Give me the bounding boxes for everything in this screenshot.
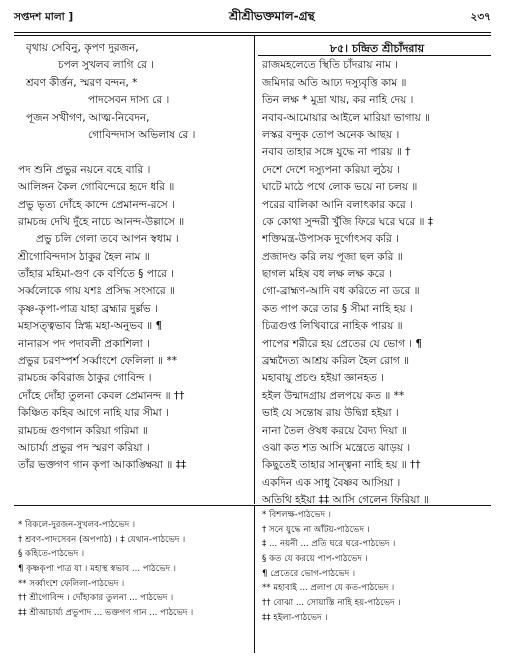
right-line-19: হইল উন্মাদগ্রায় প্রলপয়ে কত ॥ ** [262, 389, 405, 402]
left-footnote-6: ‡‡ শ্রীআচার্য্য প্রভুপাদ ... ভক্তগণ গান ... পাঠভেদ । [18, 608, 194, 619]
right-footnote-0: * বিশলক্ষ-পাঠভেদ । [262, 510, 331, 520]
left-footnote-1: † শ্রবণ-পাদসেবন (অপপাঠ) । ‡ যেথান-পাঠভেদ । [18, 534, 186, 545]
left-line-8: আলিঙ্গন কৈল গোবিন্দেরে হৃদে ধরি ॥ [18, 181, 175, 194]
left-line-0: বৃথায় সেবিনু, কৃপণ দুরজন, [26, 42, 139, 54]
right-line-23: কিছুতেই তাহার সান্ত্বনা নাহি হয় ॥ †† [262, 459, 421, 472]
left-column [18, 40, 248, 475]
left-line-20: দোঁহে দোঁহা তুলনা কেবল প্রেমানন্দ ॥ †† [18, 389, 185, 402]
right-footnote-5: ** মহাবাই ... প্রলাপ যে কত-পাঠভেদ । [262, 583, 395, 594]
right-line-9: কে কোথা সুন্দরী খুঁজি ফিরে ঘরে ঘরে ॥ ‡ [262, 215, 434, 228]
right-line-10: শক্তিমন্ত্র-উপাসক দুর্গোৎসব করি । [262, 233, 399, 246]
right-line-2: তিন লক্ষ * মুদ্রা খায়, কর নাহি দেয় । [262, 94, 414, 107]
right-footnote-6: †† বোঝা ... সোয়াস্তি নাহি হয়-পাঠভেদ । [262, 598, 401, 609]
left-line-19: রামচন্দ্র কবিরাজ ঠাকুর গোবিন্দ । [18, 372, 152, 385]
left-line-23: আচার্য্য প্রভুর পদ স্মরণ করিয়া । [18, 441, 150, 454]
right-column [262, 40, 492, 510]
right-line-13: গো-ব্রাহ্মণ-আদি বধ করিতে না ডরে ॥ [262, 285, 420, 298]
right-section-title: ৮৫। চন্দ্রিত শ্রীচাঁদরায় [329, 42, 425, 55]
page-number: ২৩৭ [470, 10, 491, 23]
left-footnote-5: †† শ্রীগোবিন্দ । দোঁহাকার তুলনা ... পাঠভেদ । [18, 593, 174, 604]
right-footnote-2: ‡ ... নয়নী ... প্রতি ঘরে ঘরে-পাঠভেদ । [262, 539, 396, 550]
left-line-17: নানারস পদ পদাবলী প্রকাশিলা । [18, 337, 150, 350]
right-line-21: নানা তৈল ঔষধ করয়ে বৈদ্য দিয়া ॥ [262, 424, 407, 437]
left-footnote-0: * বিকলে-দুরজন-সুখলব-পাঠভেদ । [18, 520, 136, 530]
page-header [14, 8, 491, 28]
right-line-20: ভাই যে সন্তোষ রায় উদ্বিগ্ন হইয়া । [262, 407, 399, 420]
left-line-24: তাঁর ভক্তগণ গান কৃপা আকাঙ্ক্ষিয়া ॥ ‡‡ [18, 459, 187, 472]
left-footnotes [18, 518, 248, 621]
right-line-8: পরের বালিকা আনি বলাৎকার করে । [262, 198, 413, 211]
left-line-10: রামচন্দ্র দেখি দুঁহে নাচে আনন্দ-উল্লাসে ॥ [18, 215, 185, 228]
header-series-label: সপ্তদশ মালা ] [14, 10, 74, 23]
right-line-14: কত পাপ করে তার § সীমা নাহি হয় । [262, 302, 413, 315]
left-line-6 [18, 144, 248, 161]
left-line-9: প্রভু ভৃত্য দোঁহে কান্দে প্রেমানন্দ-রসে । [18, 198, 175, 211]
right-footnote-4: ¶ প্রেতেরে ভোগ-পাঠভেদ । [262, 568, 356, 579]
header-rule-top [14, 32, 491, 33]
right-line-18: মহাবায়ু প্রচণ্ড হইয়া জ্ঞানহত । [262, 372, 384, 385]
right-line-5: নবাব তাহার সঙ্গে যুদ্ধে না পারয় ॥ † [262, 146, 411, 159]
right-line-1: জমিদার অতি আঢ্য দস্যুবৃত্তি কাম ॥ [262, 76, 407, 89]
left-line-1: চপল সুখলব লাগি রে । [58, 59, 155, 72]
header-rule-bottom [14, 35, 491, 36]
left-line-4: পূজন সখীগণ, আত্ম-নিবেদন, [26, 111, 150, 124]
left-line-13: তাঁহার মহিমা-গুণ কে বর্ণিতে § পারে । [18, 268, 175, 281]
left-line-11: প্রভু চলি গেলা তবে আপন স্বধাম । [36, 233, 179, 246]
right-line-17: ব্রহ্মদৈত্য আশ্রয় করিল হৈল রোগ ॥ [262, 355, 410, 368]
right-line-25: অতিথি হইয়া ‡‡ আসি গেলেন ফিরিয়া ॥ [262, 494, 429, 507]
left-line-7: পদ শুনি প্রভুর নয়নে বহে বারি । [18, 163, 151, 176]
left-line-21: কিঞ্চিত কহিব আগে নাহি যার সীমা । [18, 407, 169, 420]
left-line-18: প্রভুর চরণস্পর্শ সর্ব্বাংশে ফেলিলা ॥ ** [18, 355, 177, 368]
right-line-7: ঘাটে মাঠে পথে লোক ভয়ে না চলয় ॥ [262, 181, 418, 194]
right-footnote-3: § কত যে করয়ে পাপ-পাঠভেদ । [262, 554, 368, 565]
left-line-12: শ্রীগোবিন্দদাস ঠাকুর হৈল নাম ॥ [18, 250, 150, 263]
page-title: শ্রীশ্রীভক্তমাল-গ্রন্থ [228, 9, 315, 23]
right-footnotes [262, 508, 492, 626]
right-line-12: ছাগল মহিষ বধ লক্ষ লক্ষ করে । [262, 268, 392, 281]
left-line-14: সর্ব্বলোকে গায় যশঃ প্রসিদ্ধ সংসারে ॥ [18, 285, 175, 298]
right-line-16: পাপের শরীরে হয় প্রেতের যে ভোগ । ¶ [262, 337, 423, 350]
right-line-11: প্রজাদণ্ড করি লয় পূজা ছল করি ॥ [262, 250, 403, 263]
right-footnote-1: † সনে যুদ্ধে না আঁটয়-পাঠভেদ । [262, 524, 370, 535]
right-line-4: লস্কর বন্দুক তোপ অনেক আছয় । [262, 128, 400, 141]
right-line-0: রাজমহলেতে স্থিতি চাঁদরায় নাম । [262, 59, 399, 72]
right-line-22: ওঝা কত শত আসি মন্ত্রেতে ঝাড়য় । [262, 441, 411, 454]
right-line-24: একদিন এক সাধু বৈষ্ণব আসিয়া । [262, 476, 401, 489]
left-footnote-2: § কহিতে-পাঠভেদ । [18, 549, 85, 560]
left-line-2: শ্রবণ কীর্ত্তন, স্মরণ বন্দন, * [26, 76, 138, 89]
right-line-6: দেশে দেশে দস্যুপনা করিয়া লুঠয় । [262, 163, 400, 176]
left-footnote-3: ¶ কৃষ্ণকৃপা পাত্র যা । মহাস্থ স্বভাব ... পাঠভেদ । [18, 564, 176, 575]
right-footnote-7: ‡‡ হইলা-পাঠভেদ । [262, 612, 328, 623]
left-line-22: রামচন্দ্র গুণগান করিয়া গরিমা ॥ [18, 424, 148, 437]
left-footnote-4: ** সর্ব্বাংশে ফেলিলা-পাঠভেদ । [18, 578, 125, 589]
right-line-3: নবাব-আমোয়ার আইলে মারিয়া ভাগায় ॥ [262, 111, 431, 124]
left-line-15: কৃষ্ণ-কৃপা-পাত্র যাহা ব্রহ্মার দুর্ল্লভ । [18, 302, 158, 315]
left-line-5: গোবিন্দদাস অভিলাষ রে । [88, 128, 196, 141]
left-line-16: মহাসত্ত্বভাব স্নিগ্ধ মহা-অনুভব ॥ ¶ [18, 320, 163, 333]
right-line-15: চিত্রগুপ্ত লিখিবারে নাহিক পারয় ॥ [262, 320, 403, 333]
column-divider [254, 36, 255, 504]
footnote-divider [254, 505, 255, 653]
left-line-3: পাদসেবন দাস্য রে । [88, 94, 170, 107]
